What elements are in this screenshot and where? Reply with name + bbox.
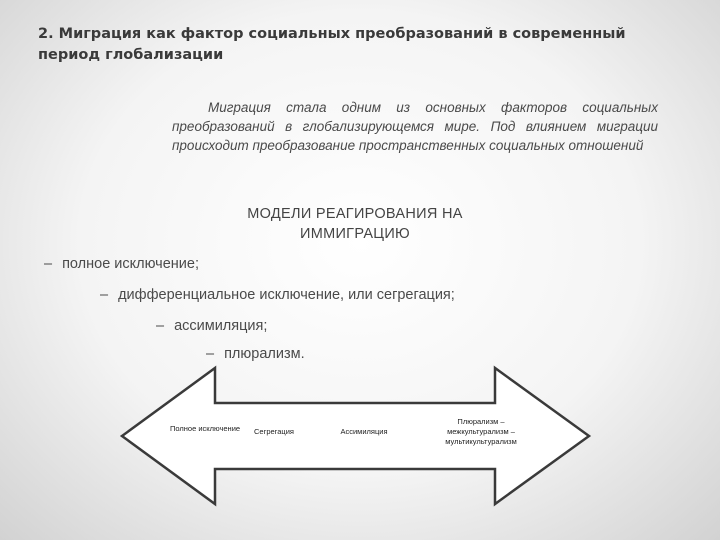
arrow-label-multiculturalism-alt-line: мультикультурализм [445,437,517,446]
arrow-label-full-exclusion: Полное исключение [170,424,241,433]
arrow-label-pluralism [426,417,536,447]
list-item-text: ассимиляция; [174,318,268,334]
arrow-label-segregation: Сегрегация [254,427,294,436]
list-item-differential-exclusion [100,287,455,303]
list-dash: – [206,346,215,362]
arrow-label-multiculturalism-line: межкультурализм – [447,427,515,436]
list-item-assimilation [156,318,267,334]
arrow-label-assimilation: Ассимиляция [340,427,388,436]
list-item-text: дифференциальное исключение, или сегрегация; [118,287,455,303]
list-item-pluralism [206,346,305,362]
list-item-text: плюрализм. [224,346,305,362]
models-heading: МОДЕЛИ РЕАГИРОВАНИЯ НА ИММИГРАЦИЮ [247,206,463,242]
list-item-full-exclusion [44,256,199,272]
arrow-label-pluralism-line: Плюрализм – [457,417,505,426]
list-item-text: полное исключение; [62,256,199,272]
intro-paragraph: Миграция стала одним из основных факторов социальных преобразований в глобализирующемся мире. Под влиянием миграции происходит преобразование пространственных социальных отношений [172,100,658,153]
list-dash: – [156,318,165,334]
slide-title: 2. Миграция как фактор социальных преобразований в современный период глобализации [38,26,626,63]
list-dash: – [100,287,109,303]
list-dash: – [44,256,53,272]
